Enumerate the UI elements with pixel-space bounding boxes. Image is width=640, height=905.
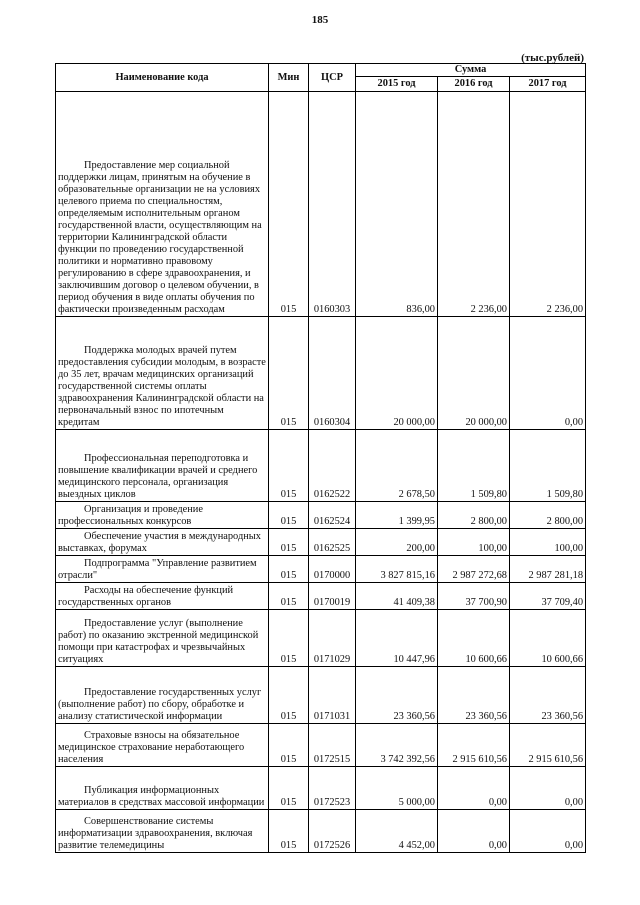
- header-2015: 2015 год: [356, 77, 438, 92]
- ministry-code-cell: 015: [269, 556, 309, 583]
- csr-code-cell: 0170019: [309, 583, 356, 610]
- table-row: [56, 810, 586, 853]
- csr-code-cell: 0171029: [309, 610, 356, 667]
- amount-2015-cell: 20 000,00: [356, 317, 438, 430]
- amount-2015-cell: 3 742 392,56: [356, 724, 438, 767]
- amount-2015-cell: 3 827 815,16: [356, 556, 438, 583]
- csr-code-cell: 0170000: [309, 556, 356, 583]
- code-name-cell: [56, 502, 269, 529]
- amount-2017-cell: 37 709,40: [510, 583, 586, 610]
- csr-code-cell: 0172526: [309, 810, 356, 853]
- table-row: [56, 583, 586, 610]
- amount-2015-cell: 200,00: [356, 529, 438, 556]
- amount-2017-cell: 1 509,80: [510, 430, 586, 502]
- header-min: Мин: [269, 64, 309, 92]
- csr-code-cell: 0172523: [309, 767, 356, 810]
- amount-2017-cell: 10 600,66: [510, 610, 586, 667]
- table-row: [56, 317, 586, 430]
- amount-2015-cell: 5 000,00: [356, 767, 438, 810]
- table-row: [56, 430, 586, 502]
- amount-2017-cell: 100,00: [510, 529, 586, 556]
- code-name-text: Предоставление услуг (выполнение работ) по оказанию экстренной медицинской помощи при катастрофах и чрезвычайных ситуациях: [58, 618, 259, 665]
- amount-2015-cell: 1 399,95: [356, 502, 438, 529]
- amount-2017-cell: 0,00: [510, 810, 586, 853]
- amount-2016-cell: 0,00: [438, 767, 510, 810]
- table-row: [56, 610, 586, 667]
- amount-2015-cell: 41 409,38: [356, 583, 438, 610]
- amount-2016-cell: 2 987 272,68: [438, 556, 510, 583]
- ministry-code-cell: 015: [269, 724, 309, 767]
- csr-code-cell: 0162525: [309, 529, 356, 556]
- ministry-code-cell: 015: [269, 317, 309, 430]
- table-row: [56, 92, 586, 317]
- code-name-text: Профессиональная переподготовка и повышение квалификации врачей и среднего медицинского персонала, организация выездных циклов: [58, 453, 258, 500]
- amount-2017-cell: 0,00: [510, 767, 586, 810]
- amount-2016-cell: 2 915 610,56: [438, 724, 510, 767]
- amount-2015-cell: 836,00: [356, 92, 438, 317]
- ministry-code-cell: 015: [269, 430, 309, 502]
- amount-2017-cell: 23 360,56: [510, 667, 586, 724]
- amount-2016-cell: 2 800,00: [438, 502, 510, 529]
- code-name-text: Совершенствование системы информатизации здравоохранения, включая развитие телемедицины: [58, 816, 253, 851]
- header-2017: 2017 год: [510, 77, 586, 92]
- amount-2015-cell: 23 360,56: [356, 667, 438, 724]
- header-2016: 2016 год: [438, 77, 510, 92]
- ministry-code-cell: 015: [269, 810, 309, 853]
- amount-2016-cell: 20 000,00: [438, 317, 510, 430]
- code-name-cell: [56, 667, 269, 724]
- code-name-cell: [56, 92, 269, 317]
- table-row: [56, 767, 586, 810]
- units-label: (тыс.рублей): [521, 52, 584, 64]
- csr-code-cell: 0162524: [309, 502, 356, 529]
- amount-2016-cell: 23 360,56: [438, 667, 510, 724]
- code-name-text: Страховые взносы на обязательное медицинское страхование неработающего населения: [58, 730, 245, 765]
- csr-code-cell: 0172515: [309, 724, 356, 767]
- ministry-code-cell: 015: [269, 502, 309, 529]
- csr-code-cell: 0162522: [309, 430, 356, 502]
- code-name-cell: [56, 430, 269, 502]
- code-name-cell: [56, 583, 269, 610]
- ministry-code-cell: 015: [269, 610, 309, 667]
- amount-2016-cell: 10 600,66: [438, 610, 510, 667]
- table-row: [56, 556, 586, 583]
- code-name-cell: [56, 556, 269, 583]
- code-name-cell: [56, 317, 269, 430]
- code-name-text: Обеспечение участия в международных выставках, форумах: [58, 531, 261, 554]
- code-name-text: Публикация информационных материалов в средствах массовой информации: [58, 785, 265, 808]
- ministry-code-cell: 015: [269, 92, 309, 317]
- amount-2016-cell: 2 236,00: [438, 92, 510, 317]
- code-name-cell: [56, 810, 269, 853]
- csr-code-cell: 0160303: [309, 92, 356, 317]
- header-sum: Сумма: [356, 64, 586, 77]
- ministry-code-cell: 015: [269, 767, 309, 810]
- code-name-text: Расходы на обеспечение функций государственных органов: [58, 585, 234, 608]
- csr-code-cell: 0160304: [309, 317, 356, 430]
- header-csr: ЦСР: [309, 64, 356, 92]
- amount-2015-cell: 2 678,50: [356, 430, 438, 502]
- code-name-cell: [56, 610, 269, 667]
- table-row: [56, 529, 586, 556]
- table-row: [56, 667, 586, 724]
- amount-2016-cell: 100,00: [438, 529, 510, 556]
- code-name-cell: [56, 724, 269, 767]
- amount-2017-cell: 2 800,00: [510, 502, 586, 529]
- code-name-cell: [56, 529, 269, 556]
- amount-2016-cell: 0,00: [438, 810, 510, 853]
- amount-2017-cell: 2 987 281,18: [510, 556, 586, 583]
- csr-code-cell: 0171031: [309, 667, 356, 724]
- code-name-text: Поддержка молодых врачей путем предоставления субсидии молодым, в возрасте до 35 лет, врачам медицинских организаций государственной системы оплаты здравоохранения Калининградской области на первоначальный взнос по ипотечным кредитам: [58, 345, 266, 428]
- amount-2017-cell: 2 236,00: [510, 92, 586, 317]
- header-name: Наименование кода: [56, 64, 269, 92]
- budget-table: [55, 63, 586, 853]
- code-name-text: Предоставление мер социальной поддержки лицам, принятым на обучение в образовательные организации не на условиях целевого приема по специальностям, определяемым исполнительным органом государственной власти, осуществляющим на территории Калининградской области функции по проведению государственной политики и нормативно правовому регулированию в сфере здравоохранения, и заключившим договор о целевом обучении, в период обучения в виде оплаты обучения по фактически произведенным расходам: [58, 160, 262, 315]
- ministry-code-cell: 015: [269, 667, 309, 724]
- ministry-code-cell: 015: [269, 529, 309, 556]
- code-name-text: Подпрограмма "Управление развитием отрасли": [58, 558, 257, 581]
- ministry-code-cell: 015: [269, 583, 309, 610]
- amount-2016-cell: 1 509,80: [438, 430, 510, 502]
- page-number: 185: [311, 14, 329, 26]
- code-name-text: Предоставление государственных услуг (выполнение работ) по сбору, обработке и анализу статистической информации: [58, 687, 262, 722]
- amount-2017-cell: 0,00: [510, 317, 586, 430]
- amount-2016-cell: 37 700,90: [438, 583, 510, 610]
- amount-2015-cell: 4 452,00: [356, 810, 438, 853]
- code-name-cell: [56, 767, 269, 810]
- amount-2015-cell: 10 447,96: [356, 610, 438, 667]
- table-row: [56, 502, 586, 529]
- amount-2017-cell: 2 915 610,56: [510, 724, 586, 767]
- code-name-text: Организация и проведение профессиональных конкурсов: [58, 504, 203, 527]
- table-row: [56, 724, 586, 767]
